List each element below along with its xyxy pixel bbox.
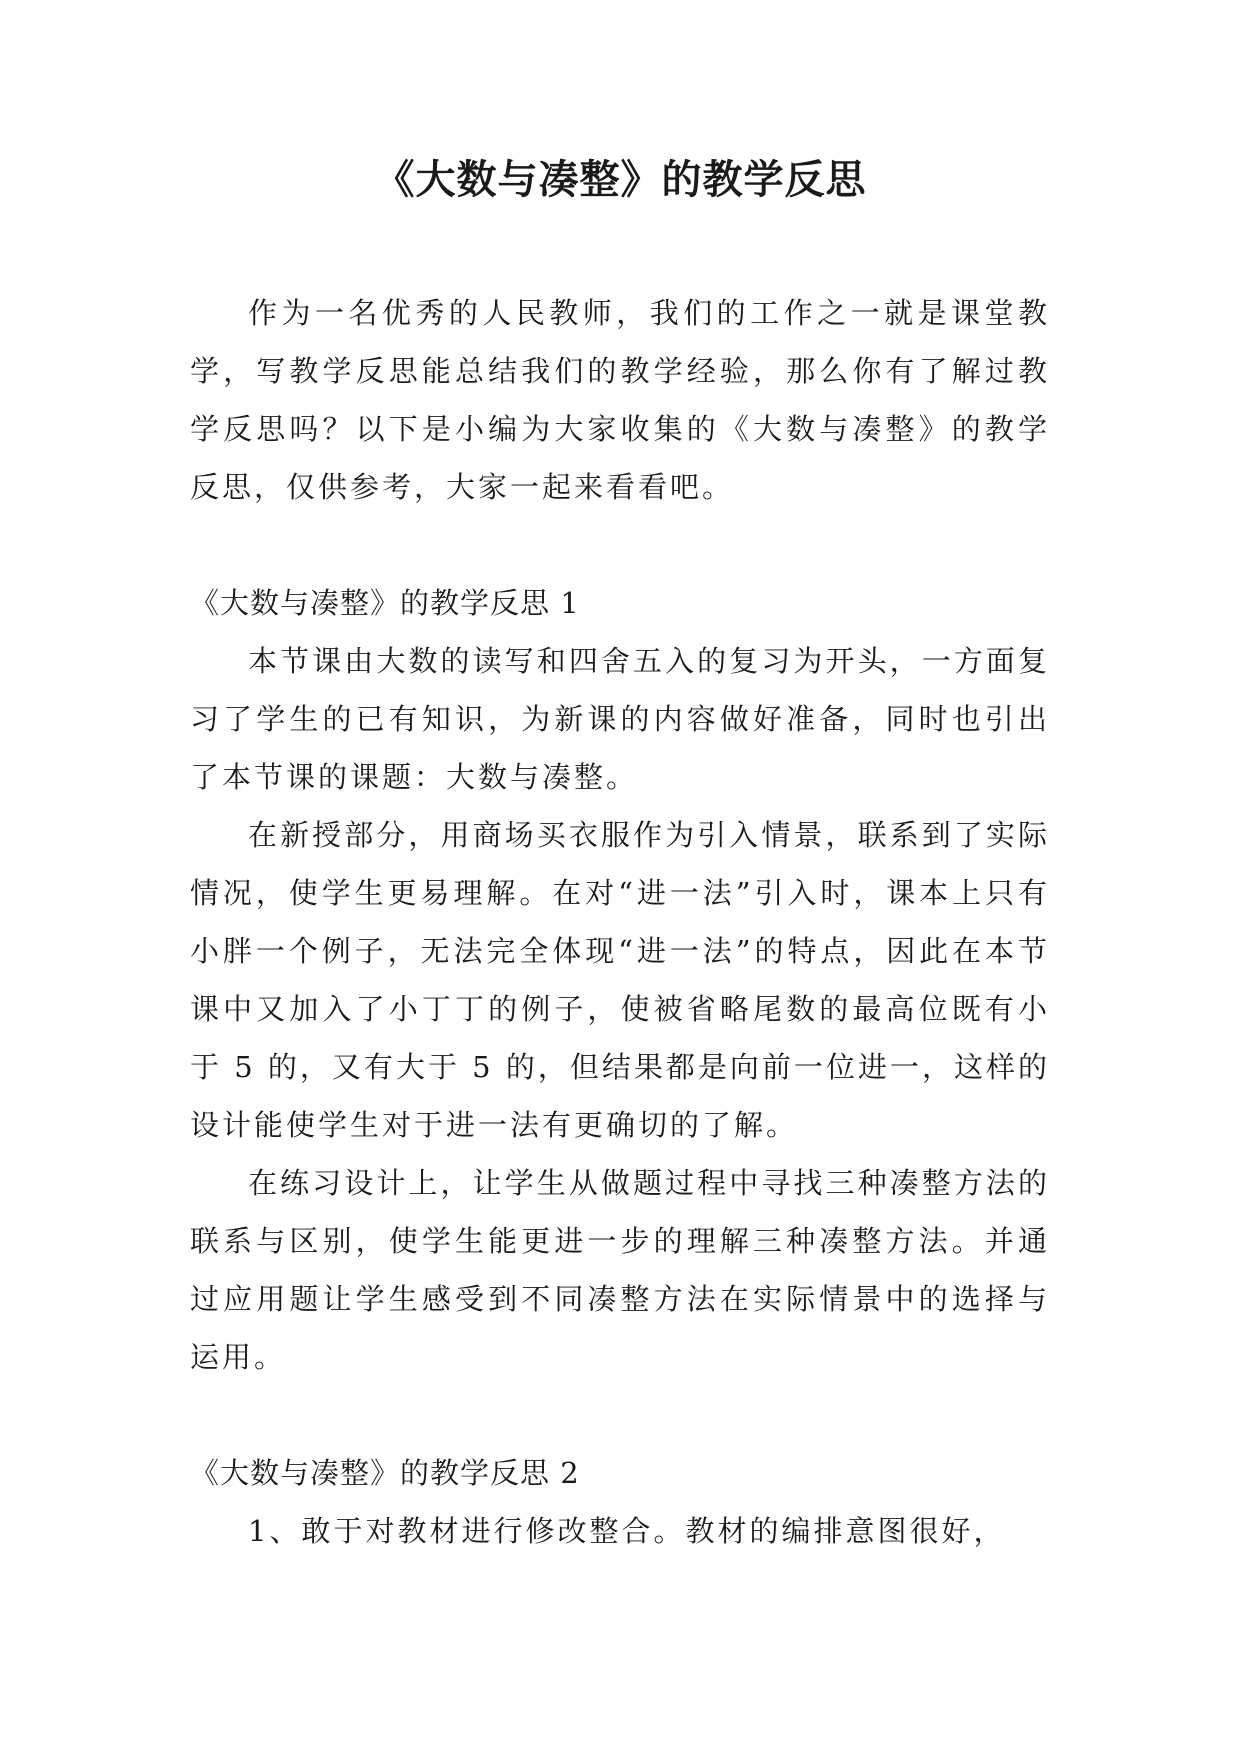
- section-heading-1: 《大数与凑整》的教学反思 1: [190, 586, 580, 620]
- document-title: 《大数与凑整》的教学反思: [374, 156, 867, 203]
- document-body: [190, 284, 1050, 1560]
- section-1-paragraph-1: 本节课由大数的读写和四舍五入的复习为开头，一方面复习了学生的已有知识，为新课的内容做好准备，同时也引出了本节课的课题：大数与凑整。: [190, 644, 1050, 794]
- section-1-paragraph-3: 在练习设计上，让学生从做题过程中寻找三种凑整方法的联系与区别，使学生能更进一步的理解三种凑整方法。并通过应用题让学生感受到不同凑整方法在实际情景中的选择与运用。: [190, 1166, 1050, 1374]
- section-spacer: [190, 1386, 1050, 1444]
- section-2-paragraph-1: 1、敢于对教材进行修改整合。教材的编排意图很好，: [248, 1514, 1006, 1548]
- section-heading-2: 《大数与凑整》的教学反思 2: [190, 1456, 580, 1490]
- section-1-paragraph-2: 在新授部分，用商场买衣服作为引入情景，联系到了实际情况，使学生更易理解。在对“进一法”引入时，课本上只有小胖一个例子，无法完全体现“进一法”的特点，因此在本节课中又加入了小丁丁的例子，使被省略尾数的最高位既有小于 5 的，又有大于 5 的，但结果都是向前一位进一，这样的设计能使学生对于进一法有更确切的了解。: [190, 818, 1050, 1142]
- intro-paragraph: 作为一名优秀的人民教师，我们的工作之一就是课堂教学，写教学反思能总结我们的教学经验，那么你有了解过教学反思吗？以下是小编为大家收集的《大数与凑整》的教学反思，仅供参考，大家一起来看看吧。: [190, 296, 1050, 504]
- section-spacer: [190, 516, 1050, 574]
